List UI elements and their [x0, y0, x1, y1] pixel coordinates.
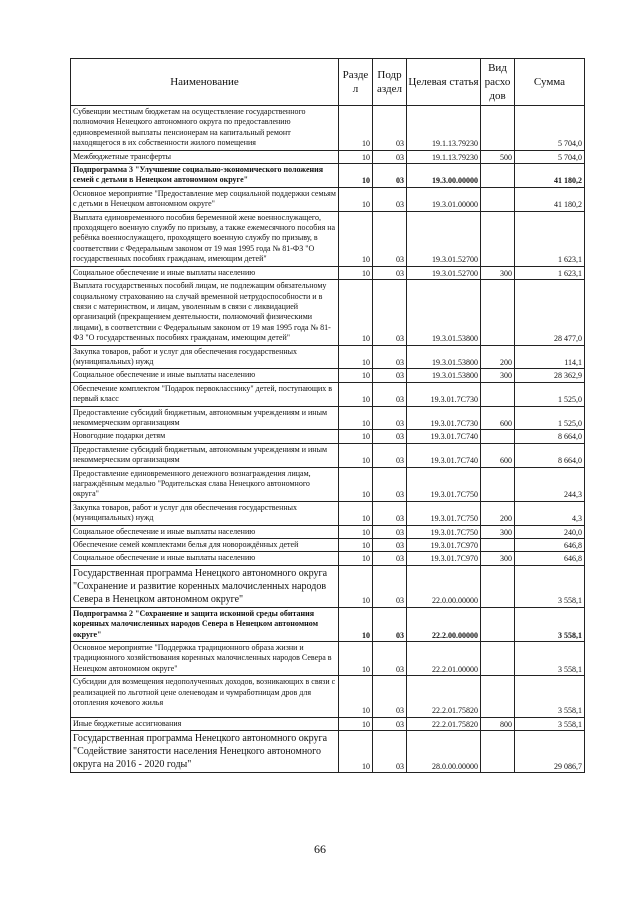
- row-razdel-cell: 10: [339, 676, 373, 717]
- row-podrazdel-cell: 03: [373, 406, 407, 430]
- row-razdel-cell: 10: [339, 430, 373, 443]
- row-razdel-cell: 10: [339, 187, 373, 211]
- row-podrazdel-cell: 03: [373, 164, 407, 188]
- row-name-cell: Выплата единовременного пособия беременной жене военнослужащего, проходящего военную службу по призыву, а также ежемесячного пособия на ребёнка военнослужащего, проходящего военную службу по призыву, в соответствии с Федеральным законом от 19 мая 1995 года № 81-ФЗ "О государственных пособиях гражданам, имеющим детей": [71, 211, 339, 266]
- row-podrazdel-cell: 03: [373, 552, 407, 565]
- table-row: [71, 565, 585, 607]
- row-podrazdel-cell: 03: [373, 676, 407, 717]
- row-razdel-cell: 10: [339, 642, 373, 676]
- row-target-cell: 22.2.01.00000: [407, 642, 481, 676]
- row-razdel-cell: 10: [339, 552, 373, 565]
- row-name-cell: Субсидии для возмещения недополученных доходов, возникающих в связи с реализацией по льготной цене оленеводам и чумработницам дров для отопления кочевого жилья: [71, 676, 339, 717]
- row-podrazdel-cell: 03: [373, 467, 407, 501]
- header-podrazdel: Подр аздел: [373, 59, 407, 106]
- row-target-cell: 22.2.01.75820: [407, 717, 481, 730]
- table-row: [71, 467, 585, 501]
- row-vid-cell: [481, 642, 515, 676]
- row-vid-cell: [481, 539, 515, 552]
- row-podrazdel-cell: 03: [373, 106, 407, 151]
- table-row: [71, 525, 585, 538]
- row-name-cell: Государственная программа Ненецкого автономного округа "Сохранение и развитие коренных малочисленных народов Севера в Ненецком автономном округе": [71, 565, 339, 607]
- header-sum: Сумма: [515, 59, 585, 106]
- row-razdel-cell: 10: [339, 717, 373, 730]
- row-razdel-cell: 10: [339, 266, 373, 279]
- table-row: [71, 406, 585, 430]
- row-target-cell: 19.3.01.7С740: [407, 430, 481, 443]
- row-name-cell: Выплата государственных пособий лицам, не подлежащим обязательному социальному страхованию на случай временной нетрудоспособности и в связи с материнством, и лицам, уволенным в связи с ликвидацией организаций (прекращением деятельности, полномочий физическими лицами), в соответствии с Федеральным законом от 19 мая 1995 года № 81-ФЗ "О государственных пособиях гражданам, имеющим детей": [71, 280, 339, 345]
- row-podrazdel-cell: 03: [373, 730, 407, 772]
- row-sum-cell: 646,8: [515, 539, 585, 552]
- row-sum-cell: 29 086,7: [515, 730, 585, 772]
- header-name: Наименование: [71, 59, 339, 106]
- row-podrazdel-cell: 03: [373, 607, 407, 641]
- row-name-cell: Субвенции местным бюджетам на осуществление государственного полномочия Ненецкого автономного округа по предоставлению единовременной выплаты пенсионерам на капитальный ремонт находящегося в их собственности жилого помещения: [71, 106, 339, 151]
- row-target-cell: 19.3.01.7С970: [407, 552, 481, 565]
- table-row: [71, 676, 585, 717]
- row-vid-cell: [481, 467, 515, 501]
- row-target-cell: 19.1.13.79230: [407, 106, 481, 151]
- row-sum-cell: 3 558,1: [515, 676, 585, 717]
- row-razdel-cell: 10: [339, 345, 373, 369]
- table-row: [71, 266, 585, 279]
- row-target-cell: 22.2.01.75820: [407, 676, 481, 717]
- row-razdel-cell: 10: [339, 280, 373, 345]
- row-target-cell: 19.3.01.53800: [407, 280, 481, 345]
- row-vid-cell: 600: [481, 406, 515, 430]
- header-target: Целевая статья: [407, 59, 481, 106]
- row-vid-cell: [481, 676, 515, 717]
- row-sum-cell: 3 558,1: [515, 565, 585, 607]
- row-vid-cell: [481, 430, 515, 443]
- row-vid-cell: 200: [481, 345, 515, 369]
- row-name-cell: Предоставление субсидий бюджетным, автономным учреждениям и иным некоммерческим организациям: [71, 406, 339, 430]
- row-name-cell: Новогодние подарки детям: [71, 430, 339, 443]
- row-podrazdel-cell: 03: [373, 642, 407, 676]
- row-sum-cell: 8 664,0: [515, 443, 585, 467]
- row-target-cell: 28.0.00.00000: [407, 730, 481, 772]
- row-sum-cell: 5 704,0: [515, 106, 585, 151]
- table-row: [71, 369, 585, 382]
- row-razdel-cell: 10: [339, 106, 373, 151]
- table-row: [71, 382, 585, 406]
- row-razdel-cell: 10: [339, 382, 373, 406]
- row-sum-cell: 1 623,1: [515, 266, 585, 279]
- table-row: [71, 539, 585, 552]
- row-sum-cell: 1 623,1: [515, 211, 585, 266]
- row-target-cell: 19.3.01.7С750: [407, 525, 481, 538]
- table-row: [71, 187, 585, 211]
- row-sum-cell: 28 477,0: [515, 280, 585, 345]
- table-row: [71, 430, 585, 443]
- row-razdel-cell: 10: [339, 164, 373, 188]
- row-sum-cell: 28 362,9: [515, 369, 585, 382]
- table-row: [71, 717, 585, 730]
- row-target-cell: 19.3.01.53800: [407, 369, 481, 382]
- budget-table-sheet: [70, 58, 584, 773]
- row-podrazdel-cell: 03: [373, 430, 407, 443]
- row-vid-cell: 300: [481, 525, 515, 538]
- row-target-cell: 19.3.01.7С970: [407, 539, 481, 552]
- row-podrazdel-cell: 03: [373, 150, 407, 163]
- row-name-cell: Предоставление субсидий бюджетным, автономным учреждениям и иным некоммерческим организациям: [71, 443, 339, 467]
- row-sum-cell: 3 558,1: [515, 717, 585, 730]
- table-row: [71, 211, 585, 266]
- row-podrazdel-cell: 03: [373, 501, 407, 525]
- row-target-cell: 22.2.00.00000: [407, 607, 481, 641]
- row-target-cell: 19.3.01.52700: [407, 266, 481, 279]
- row-podrazdel-cell: 03: [373, 345, 407, 369]
- table-row: [71, 280, 585, 345]
- row-podrazdel-cell: 03: [373, 525, 407, 538]
- row-razdel-cell: 10: [339, 211, 373, 266]
- table-row: [71, 150, 585, 163]
- row-target-cell: 19.3.01.00000: [407, 187, 481, 211]
- row-sum-cell: 4,3: [515, 501, 585, 525]
- row-razdel-cell: 10: [339, 525, 373, 538]
- row-vid-cell: 300: [481, 552, 515, 565]
- row-sum-cell: 114,1: [515, 345, 585, 369]
- table-row: [71, 443, 585, 467]
- row-target-cell: 19.3.01.7С740: [407, 443, 481, 467]
- row-sum-cell: 1 525,0: [515, 382, 585, 406]
- row-name-cell: Межбюджетные трансферты: [71, 150, 339, 163]
- row-sum-cell: 41 180,2: [515, 187, 585, 211]
- row-vid-cell: [481, 730, 515, 772]
- row-vid-cell: [481, 280, 515, 345]
- row-name-cell: Основное мероприятие "Поддержка традиционного образа жизни и традиционного хозяйствования коренных малочисленных народов Севера в Ненецком автономном округе": [71, 642, 339, 676]
- row-vid-cell: [481, 164, 515, 188]
- row-sum-cell: 646,8: [515, 552, 585, 565]
- row-razdel-cell: 10: [339, 539, 373, 552]
- row-target-cell: 19.3.01.7С730: [407, 406, 481, 430]
- table-header-row: [71, 59, 585, 106]
- row-vid-cell: [481, 211, 515, 266]
- row-razdel-cell: 10: [339, 467, 373, 501]
- row-target-cell: 19.3.01.7С750: [407, 467, 481, 501]
- row-sum-cell: 5 704,0: [515, 150, 585, 163]
- row-name-cell: Закупка товаров, работ и услуг для обеспечения государственных (муниципальных) нужд: [71, 501, 339, 525]
- table-row: [71, 345, 585, 369]
- header-vid: Вид расхо дов: [481, 59, 515, 106]
- row-vid-cell: 200: [481, 501, 515, 525]
- row-razdel-cell: 10: [339, 501, 373, 525]
- row-vid-cell: [481, 187, 515, 211]
- row-name-cell: Социальное обеспечение и иные выплаты населению: [71, 369, 339, 382]
- row-name-cell: Предоставление единовременного денежного вознаграждения лицам, награждённым медалью "Родительская слава Ненецкого автономного округа": [71, 467, 339, 501]
- row-target-cell: 19.1.13.79230: [407, 150, 481, 163]
- row-razdel-cell: 10: [339, 730, 373, 772]
- row-podrazdel-cell: 03: [373, 187, 407, 211]
- row-razdel-cell: 10: [339, 443, 373, 467]
- table-row: [71, 607, 585, 641]
- table-row: [71, 730, 585, 772]
- row-vid-cell: [481, 106, 515, 151]
- row-name-cell: Обеспечение комплектом "Подарок первокласснику" детей, поступающих в первый класс: [71, 382, 339, 406]
- row-vid-cell: 500: [481, 150, 515, 163]
- row-target-cell: 19.3.01.53800: [407, 345, 481, 369]
- row-razdel-cell: 10: [339, 369, 373, 382]
- row-sum-cell: 3 558,1: [515, 607, 585, 641]
- row-podrazdel-cell: 03: [373, 565, 407, 607]
- row-vid-cell: [481, 565, 515, 607]
- row-podrazdel-cell: 03: [373, 280, 407, 345]
- row-name-cell: Социальное обеспечение и иные выплаты населению: [71, 552, 339, 565]
- row-name-cell: Подпрограмма 2 "Сохранение и защита исконной среды обитания коренных малочисленных народов Севера в Ненецком автономном округе": [71, 607, 339, 641]
- row-podrazdel-cell: 03: [373, 266, 407, 279]
- page-number: 66: [314, 842, 326, 856]
- row-name-cell: Закупка товаров, работ и услуг для обеспечения государственных (муниципальных) нужд: [71, 345, 339, 369]
- row-target-cell: 19.3.00.00000: [407, 164, 481, 188]
- row-target-cell: 19.3.01.7С750: [407, 501, 481, 525]
- budget-table: [70, 58, 585, 773]
- row-sum-cell: 1 525,0: [515, 406, 585, 430]
- row-sum-cell: 240,0: [515, 525, 585, 538]
- header-razdel: Разде л: [339, 59, 373, 106]
- row-podrazdel-cell: 03: [373, 443, 407, 467]
- row-podrazdel-cell: 03: [373, 211, 407, 266]
- row-sum-cell: 3 558,1: [515, 642, 585, 676]
- row-vid-cell: [481, 607, 515, 641]
- row-razdel-cell: 10: [339, 406, 373, 430]
- row-razdel-cell: 10: [339, 565, 373, 607]
- row-razdel-cell: 10: [339, 607, 373, 641]
- table-row: [71, 164, 585, 188]
- row-vid-cell: 600: [481, 443, 515, 467]
- row-target-cell: 19.3.01.7С730: [407, 382, 481, 406]
- row-podrazdel-cell: 03: [373, 717, 407, 730]
- row-sum-cell: 8 664,0: [515, 430, 585, 443]
- row-name-cell: Государственная программа Ненецкого автономного округа "Содействие занятости населения Ненецкого автономного округа на 2016 - 2020 годы": [71, 730, 339, 772]
- row-name-cell: Иные бюджетные ассигнования: [71, 717, 339, 730]
- row-sum-cell: 41 180,2: [515, 164, 585, 188]
- row-name-cell: Обеспечение семей комплектами белья для новорождённых детей: [71, 539, 339, 552]
- row-target-cell: 19.3.01.52700: [407, 211, 481, 266]
- table-row: [71, 501, 585, 525]
- table-row: [71, 552, 585, 565]
- row-name-cell: Социальное обеспечение и иные выплаты населению: [71, 525, 339, 538]
- row-name-cell: Социальное обеспечение и иные выплаты населению: [71, 266, 339, 279]
- row-podrazdel-cell: 03: [373, 382, 407, 406]
- row-target-cell: 22.0.00.00000: [407, 565, 481, 607]
- row-vid-cell: 300: [481, 266, 515, 279]
- row-vid-cell: [481, 382, 515, 406]
- row-razdel-cell: 10: [339, 150, 373, 163]
- table-row: [71, 642, 585, 676]
- row-podrazdel-cell: 03: [373, 369, 407, 382]
- row-vid-cell: 800: [481, 717, 515, 730]
- row-vid-cell: 300: [481, 369, 515, 382]
- table-row: [71, 106, 585, 151]
- row-sum-cell: 244,3: [515, 467, 585, 501]
- row-name-cell: Основное мероприятие "Предоставление мер социальной поддержки семьям с детьми в Ненецком автономном округе": [71, 187, 339, 211]
- row-name-cell: Подпрограмма 3 "Улучшение социально-экономического положения семей с детьми в Ненецком автономном округе": [71, 164, 339, 188]
- row-podrazdel-cell: 03: [373, 539, 407, 552]
